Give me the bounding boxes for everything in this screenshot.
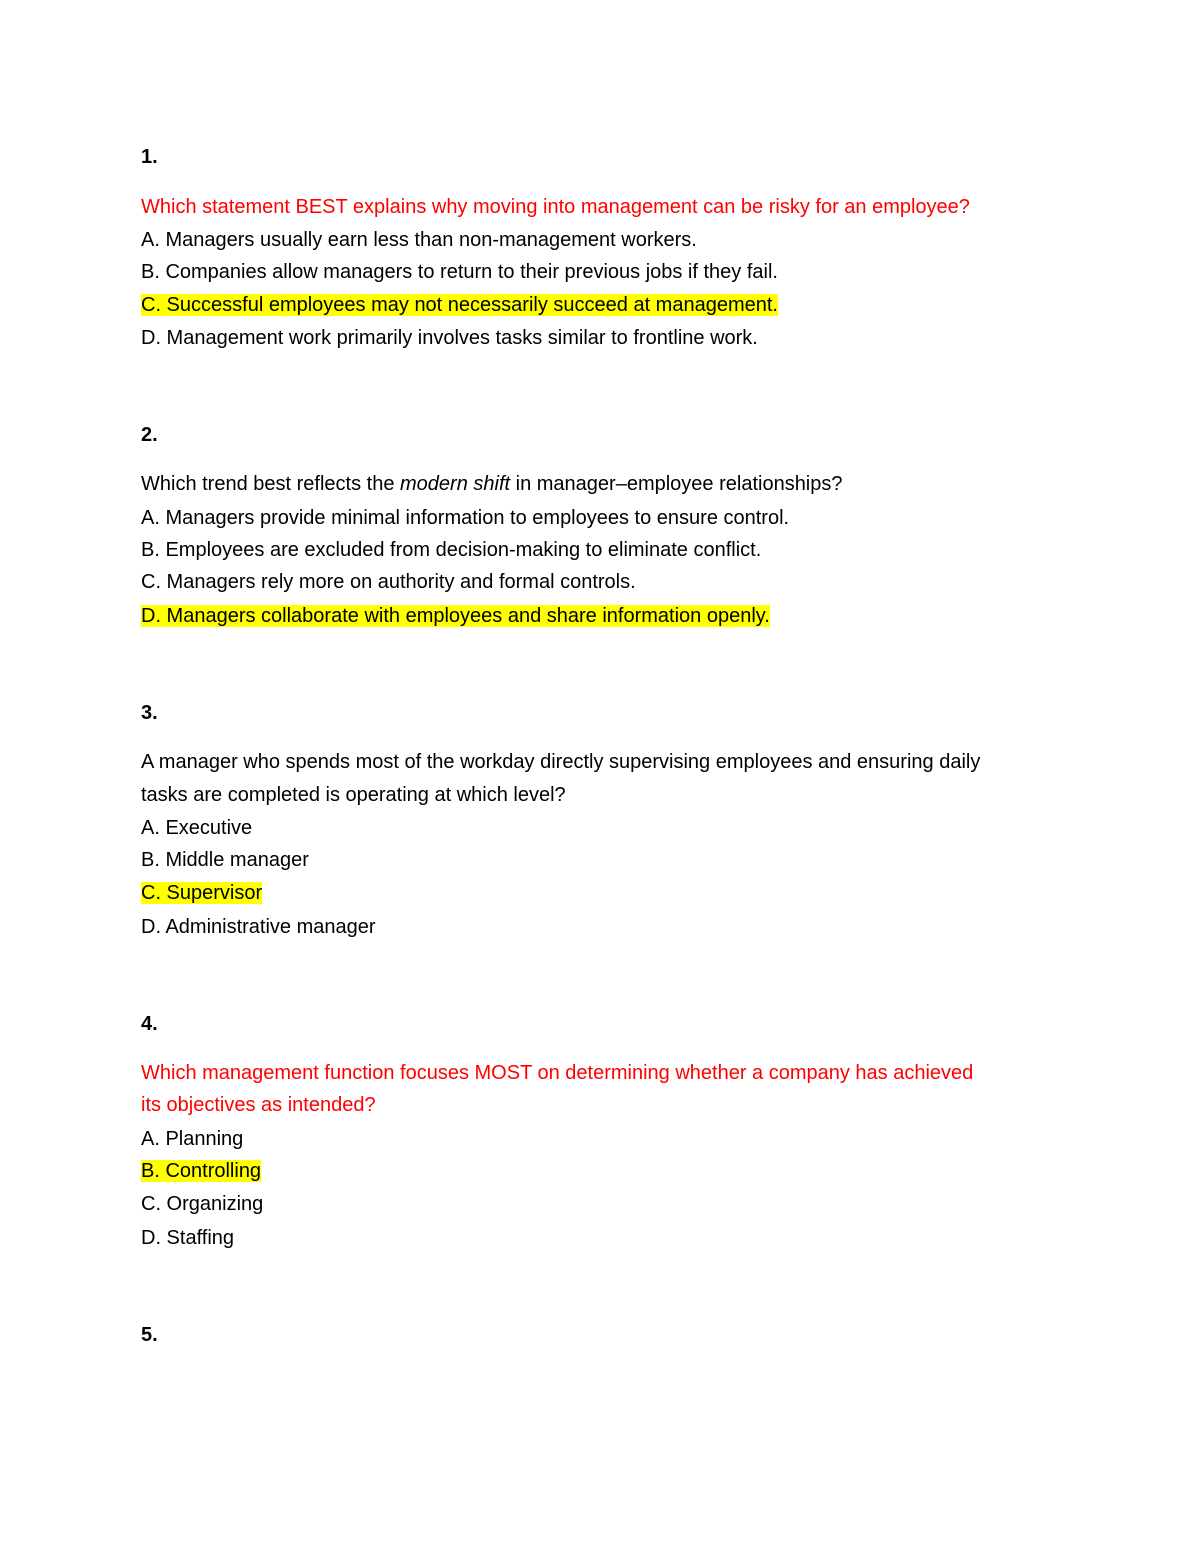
question-5-number: 5. [141, 1324, 158, 1346]
question-3-option-a: A. Executive [141, 817, 253, 839]
question-1-option-d: D. Management work primarily involves tasks similar to frontline work. [141, 327, 758, 349]
question-2-option-d-answer: D. Managers collaborate with employees and share information openly. [141, 605, 770, 627]
question-3-number: 3. [141, 702, 158, 724]
question-1-option-c-answer: C. Successful employees may not necessarily succeed at management. [141, 294, 778, 316]
question-3-stem-line-2: tasks are completed is operating at which level? [141, 784, 566, 806]
question-4-option-b-answer: B. Controlling [141, 1160, 262, 1182]
question-3-stem-line-1: A manager who spends most of the workday directly supervising employees and ensuring daily [141, 751, 981, 773]
question-1-option-a: A. Managers usually earn less than non-management workers. [141, 229, 697, 251]
question-4-stem-line-2: its objectives as intended? [141, 1094, 376, 1116]
question-4-stem-line-1: Which management function focuses MOST on determining whether a company has achieved [141, 1062, 974, 1084]
question-3-option-c-answer: C. Supervisor [141, 882, 263, 904]
question-2-number: 2. [141, 424, 158, 446]
question-1-option-b: B. Companies allow managers to return to their previous jobs if they fail. [141, 261, 778, 283]
question-4-option-d: D. Staffing [141, 1227, 235, 1249]
question-1-number: 1. [141, 146, 158, 168]
question-3-option-d: D. Administrative manager [141, 916, 376, 938]
question-2-option-b: B. Employees are excluded from decision-making to eliminate conflict. [141, 539, 762, 561]
question-1-stem: Which statement BEST explains why moving into management can be risky for an employee? [141, 196, 970, 218]
question-2-stem-emphasis: modern shift [400, 473, 511, 495]
question-4-option-a: A. Planning [141, 1128, 244, 1150]
question-4-option-c: C. Organizing [141, 1193, 264, 1215]
question-4-number: 4. [141, 1013, 158, 1035]
question-2-option-c: C. Managers rely more on authority and formal controls. [141, 571, 636, 593]
question-3-option-b: B. Middle manager [141, 849, 309, 871]
question-2-option-a: A. Managers provide minimal information to employees to ensure control. [141, 507, 790, 529]
question-2-stem: Which trend best reflects the modern shift in manager–employee relationships? [141, 473, 843, 495]
